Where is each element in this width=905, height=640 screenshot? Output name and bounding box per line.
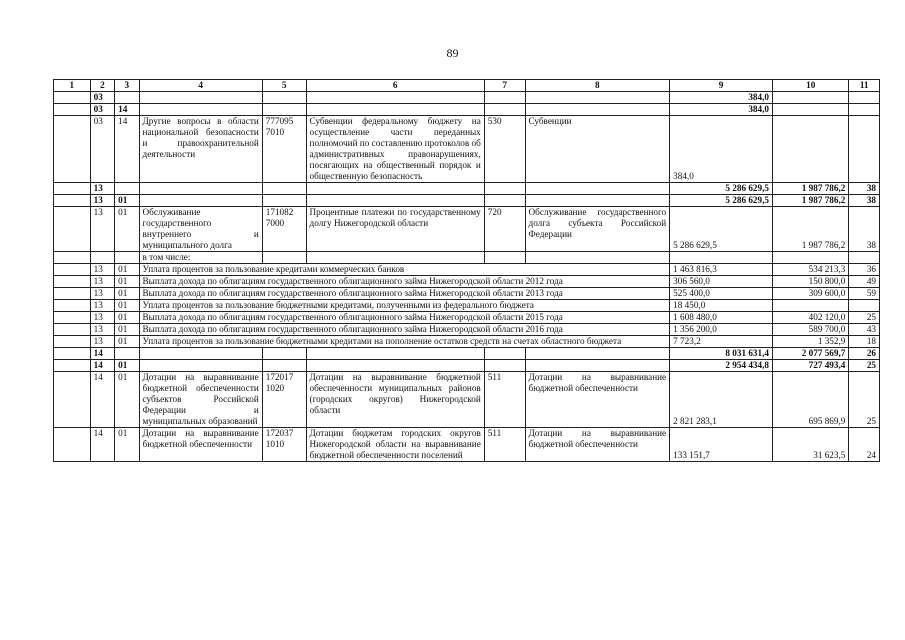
cell-section: 14 [90,360,114,372]
col-header: 11 [849,80,880,92]
cell-section: 13 [90,300,114,312]
cell-amount-plan: 2 821 283,1 [670,372,773,428]
cell-description [306,360,484,372]
cell-amount-fact: 695 869,9 [773,372,849,428]
cell-detail-text: Уплата процентов за пользование бюджетными кредитами, полученными из федерального бюджета [139,300,670,312]
cell-detail-text: Выплата дохода по облигациям государственного облигационного займа Нижегородской области 2013 года [139,288,670,300]
cell-amount-fact [773,92,849,104]
cell-type-name: Обслуживание государственного долга субъекта Российской Федерации [525,207,670,252]
cell-detail-text: Выплата дохода по облигациям государственного облигационного займа Нижегородской области 2012 года [139,276,670,288]
cell-subsection: 01 [115,264,139,276]
cell-item-name: Дотации на выравнивание бюджетной обеспеченности субъектов Российской Федерации и муниципальных образований [139,372,262,428]
cell-amount-plan: 1 463 816,3 [670,264,773,276]
table-row [54,288,880,300]
cell-amount-plan: 384,0 [670,92,773,104]
cell-section: 13 [90,312,114,324]
cell-subsection [115,92,139,104]
cell-amount-fact: 2 077 569,7 [773,348,849,360]
col-header: 3 [115,80,139,92]
cell-type-name [525,360,670,372]
cell-description: Процентные платежи по государственному долгу Нижегородской области [306,207,484,252]
cell-amount-fact: 589 700,0 [773,324,849,336]
table-row [54,116,880,183]
cell-item-name [139,348,262,360]
cell-amount-fact: 1 987 786,2 [773,195,849,207]
cell-section: 14 [90,348,114,360]
cell-subsection: 01 [115,336,139,348]
table-row [54,264,880,276]
cell-type-name [525,348,670,360]
table-row [54,195,880,207]
table-row [54,372,880,428]
table-row [54,336,880,348]
col-header: 4 [139,80,262,92]
cell-target-code: 172017 1020 [262,372,306,428]
col-header: 1 [54,80,91,92]
table-row [54,312,880,324]
cell-subsection: 01 [115,324,139,336]
col-header: 9 [670,80,773,92]
page-number: 89 [446,46,459,60]
cell-amount-fact [773,116,849,183]
cell-amount-fact [773,300,849,312]
cell-subsection: 01 [115,372,139,428]
cell-section: 13 [90,336,114,348]
cell-amount-fact: 1 352,9 [773,336,849,348]
table-row [54,207,880,252]
cell-amount-fact: 31 623,5 [773,428,849,462]
tail-rows [54,348,880,462]
cell-item-name [139,360,262,372]
cell-target-code [262,348,306,360]
cell-percent: 43 [849,324,880,336]
cell-percent [849,300,880,312]
cell-subsection: 14 [115,104,139,116]
table-row [54,252,880,264]
cell-section: 03 [90,92,114,104]
cell-amount-plan: 5 286 629,5 [670,207,773,252]
cell-section: 13 [90,288,114,300]
cell-section: 14 [90,372,114,428]
cell-amount-plan: 1 356 200,0 [670,324,773,336]
cell-amount-fact: 727 493,4 [773,360,849,372]
cell-amount-plan: 7 723,2 [670,336,773,348]
cell-item-name: Дотации на выравнивание бюджетной обеспеченности [139,428,262,462]
cell-type-code: 530 [484,116,525,183]
cell-amount-plan: 5 286 629,5 [670,195,773,207]
cell-amount-fact: 309 600,0 [773,288,849,300]
table-row [54,348,880,360]
cell-section: 14 [90,428,114,462]
cell-section: 13 [90,276,114,288]
table-row [54,92,880,104]
cell-percent: 38 [849,195,880,207]
cell-percent: 36 [849,264,880,276]
table-row [54,183,880,195]
cell-section: 03 [90,116,114,183]
cell-description: Дотации на выравнивание бюджетной обеспеченности муниципальных районов (городских округов) Нижегородской области [306,372,484,428]
cell-type-name: Субвенции [525,116,670,183]
detail-rows [54,264,880,348]
cell-description [306,348,484,360]
cell-percent [849,104,880,116]
cell-subsection: 01 [115,312,139,324]
cell-percent: 59 [849,288,880,300]
cell-percent: 38 [849,207,880,252]
cell-percent: 38 [849,183,880,195]
cell-amount-plan: 306 560,0 [670,276,773,288]
cell-type-code [484,348,525,360]
cell-amount-fact [773,104,849,116]
cell-amount-fact: 1 987 786,2 [773,207,849,252]
cell-percent: 25 [849,312,880,324]
table-row [54,276,880,288]
cell-amount-plan: 5 286 629,5 [670,183,773,195]
cell-item-name: Другие вопросы в области национальной безопасности и правоохранительной деятельности [139,116,262,183]
cell-type-code: 511 [484,428,525,462]
cell-percent: 24 [849,428,880,462]
cell-subsection: 01 [115,300,139,312]
col-header: 6 [306,80,484,92]
col-header: 10 [773,80,849,92]
cell-item-name: Обслуживание государственного внутреннего и муниципального долга [139,207,262,252]
cell-subsection: 01 [115,195,139,207]
cell-subsection: 01 [115,288,139,300]
cell-type-code: 511 [484,372,525,428]
table-row [54,104,880,116]
cell-amount-fact: 534 213,3 [773,264,849,276]
cell-subsection: 01 [115,428,139,462]
cell-amount-plan: 384,0 [670,116,773,183]
cell-amount-plan: 2 954 434,8 [670,360,773,372]
cell-type-code: 720 [484,207,525,252]
cell-section: 13 [90,324,114,336]
budget-table [53,79,880,462]
cell-description: Дотации бюджетам городских округов Нижегородской области на выравнивание бюджетной обеспеченности поселений [306,428,484,462]
table-row [54,324,880,336]
cell-subsection [115,183,139,195]
cell-amount-plan: 384,0 [670,104,773,116]
cell-subsection: 14 [115,116,139,183]
cell-type-name: Дотации на выравнивание бюджетной обеспеченности [525,428,670,462]
cell-percent: 26 [849,348,880,360]
col-header: 7 [484,80,525,92]
col-header: 5 [262,80,306,92]
cell-detail-text: Выплата дохода по облигациям государственного облигационного займа Нижегородской области 2016 года [139,324,670,336]
cell-amount-plan: 525 400,0 [670,288,773,300]
cell-section: 13 [90,207,114,252]
cell-percent [849,92,880,104]
cell-section: 13 [90,195,114,207]
cell-detail-text: Уплата процентов за пользование кредитами коммерческих банков [139,264,670,276]
cell-target-code [262,360,306,372]
cell-target-code: 777095 7010 [262,116,306,183]
cell-section: 13 [90,264,114,276]
cell-detail-text: Уплата процентов за пользование бюджетными кредитами на пополнение остатков средств на счетах областного бюджета [139,336,670,348]
table-row [54,300,880,312]
cell-amount-plan: 18 450,0 [670,300,773,312]
cell-target-code: 172037 1010 [262,428,306,462]
cell-type-code [484,360,525,372]
cell-description: Субвенции федеральному бюджету на осуществление части переданных полномочий по составлению протоколов об административных правонарушениях, посягающих на общественный порядок и общественную безопасность [306,116,484,183]
cell-percent: 25 [849,360,880,372]
cell-subsection: 01 [115,207,139,252]
col-header: 8 [525,80,670,92]
cell-amount-plan: 1 608 480,0 [670,312,773,324]
cell-type-name: Дотации на выравнивание бюджетной обеспеченности [525,372,670,428]
cell-percent: 49 [849,276,880,288]
cell-target-code: 171082 7000 [262,207,306,252]
cell-percent: 25 [849,372,880,428]
table-row [54,360,880,372]
table-row [54,428,880,462]
cell-subsection: 01 [115,276,139,288]
cell-amount-plan: 8 031 631,4 [670,348,773,360]
cell-percent: 18 [849,336,880,348]
cell-amount-fact: 402 120,0 [773,312,849,324]
cell-subsection [115,348,139,360]
table-header [54,80,880,92]
cell-amount-fact: 1 987 786,2 [773,183,849,195]
cell-section: 03 [90,104,114,116]
cell-detail-text: Выплата дохода по облигациям государственного облигационного займа Нижегородской области 2015 года [139,312,670,324]
cell-subsection: 01 [115,360,139,372]
col-header: 2 [90,80,114,92]
cell-section: 13 [90,183,114,195]
cell-amount-plan: 133 151,7 [670,428,773,462]
cell-percent [849,116,880,183]
in-total-label: в том числе: [139,252,262,264]
cell-amount-fact: 150 800,0 [773,276,849,288]
